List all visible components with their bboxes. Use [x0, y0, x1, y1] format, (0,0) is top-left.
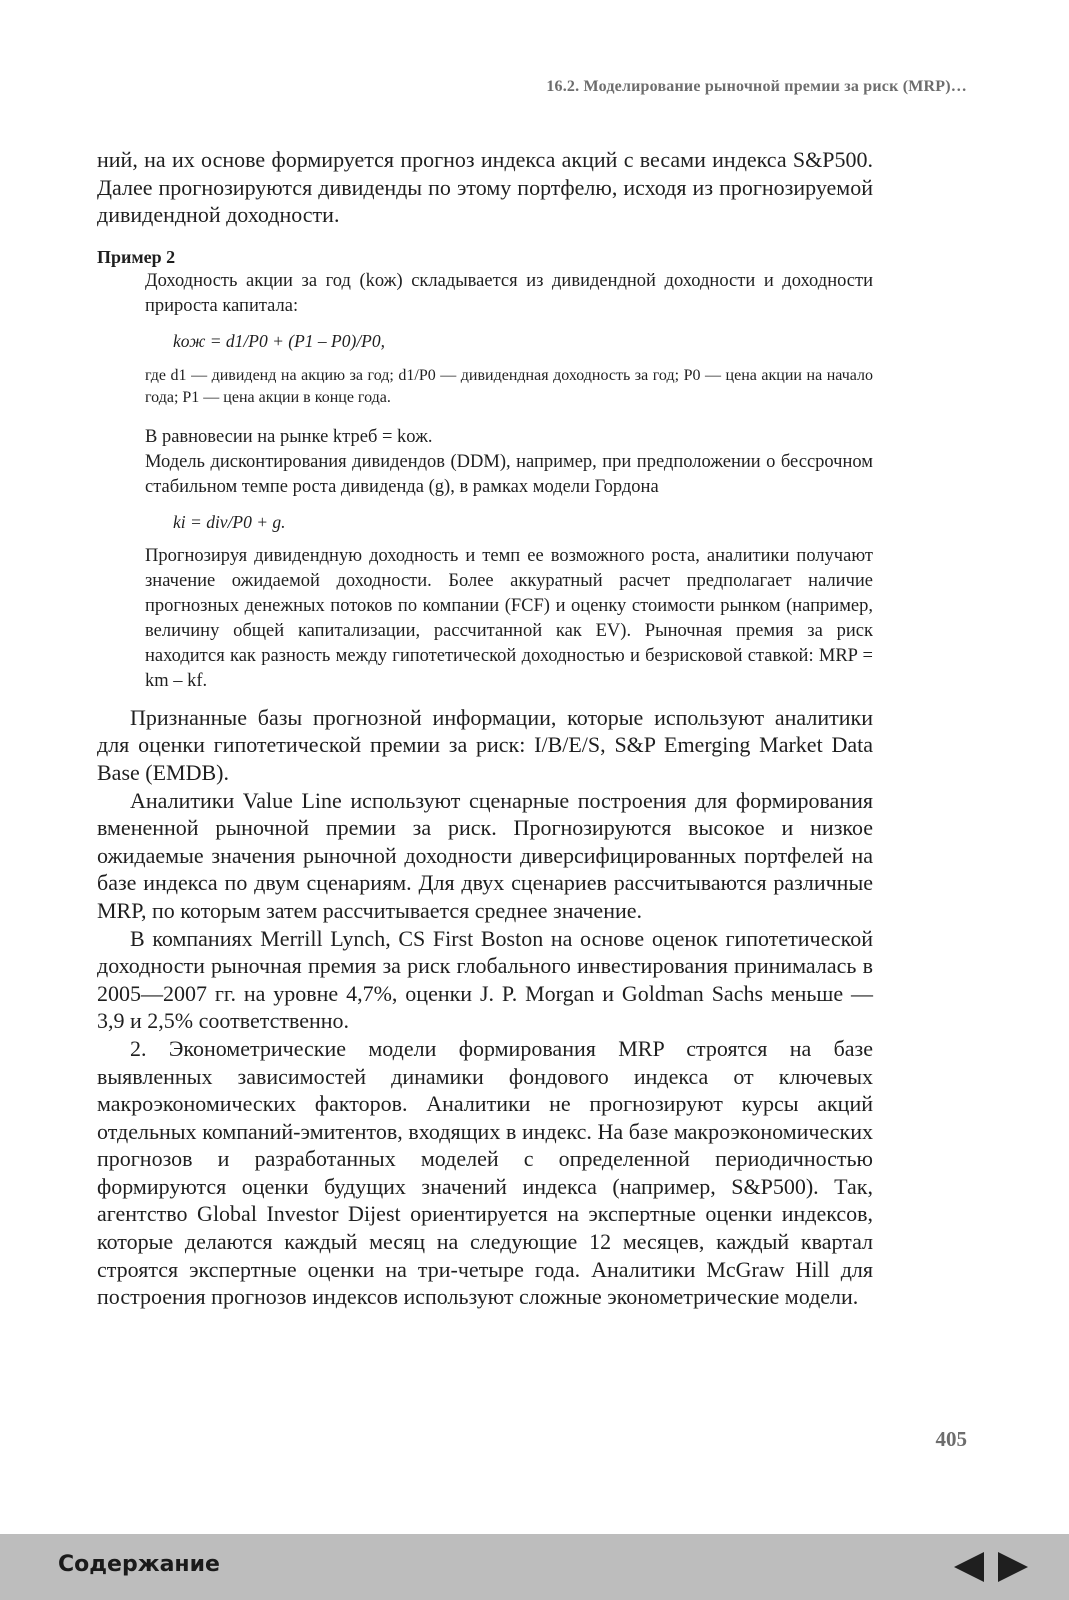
paragraph-continuation: ний, на их основе формируется прогноз индекса акций с весами индекса S&P500. Далее прогнозируются дивиденды по этому портфелю, исходя из прогнозируемой дивидендной доходности. [97, 147, 873, 228]
example-title: Пример 2 [97, 246, 176, 267]
paragraph-forecast-databases: Признанные базы прогнозной информации, которые используют аналитики для оценки гипотетической премии за риск: I/B/E/S, S&P Emerging Market Data Base (EMDB). [97, 704, 873, 785]
paragraph-econometric-models: 2. Эконометрические модели формирования MRP строятся на базе выявленных зависимостей динамики фондового индекса от ключевых макроэкономических факторов. Аналитики не прогнозируют курсы акций отдельных компаний-эмитентов, входящих в индекс. На базе макроэкономических прогнозов и разработанных моделей с определенной периодичностью формируются оценки будущих значений индекса (например, S&P500). Так, агентство Global Investor Dijest ориентируется на экспертные оценки индексов, которые делаются каждый месяц на следующие 12 месяцев, каждый квартал строятся экспертные оценки на три-четыре года. Аналитики McGraw Hill для построения прогнозов индексов используют сложные эконометрические модели. [97, 1035, 873, 1310]
navigation-footer [0, 1534, 1069, 1600]
next-page-icon[interactable] [998, 1552, 1028, 1582]
example-paragraph-1: Доходность акции за год (kож) складывается из дивидендной доходности и доходности прироста капитала: [145, 270, 873, 316]
example-block [145, 269, 873, 694]
formula-expected-return: kож = d1/P0 + (P1 – P0)/P0, [173, 330, 385, 351]
page-number: 405 [935, 1427, 967, 1451]
example-paragraph-3: Модель дисконтирования дивидендов (DDM), например, при предположении о бессрочном стабильном темпе роста дивиденда (g), в рамках модели Гордона [145, 451, 873, 497]
example-paragraph-2: В равновесии на рынке kтреб = kож. [145, 426, 433, 447]
example-paragraph-4: Прогнозируя дивидендную доходность и темп ее возможного роста, аналитики получают значение ожидаемой доходности. Более аккуратный расчет предполагает наличие прогнозных денежных потоков по компании (FCF) и оценку стоимости рынком (например, величину общей капитализации, рассчитанной как EV). Рыночная премия за риск находится как разность между гипотетической доходностью и безрисковой ставкой: MRP = km – kf. [145, 545, 873, 691]
previous-page-icon[interactable] [954, 1552, 984, 1582]
paragraph-value-line: Аналитики Value Line используют сценарные построения для формирования вмененной рыночной премии за риск. Прогнозируются высокое и низкое ожидаемые значения рыночной доходности диверсифицированных портфелей на базе индекса по двум сценариям. Для двух сценариев рассчитываются различные MRP, по которым затем рассчитывается среднее значение. [97, 787, 873, 923]
running-header: 16.2. Моделирование рыночной премии за риск (MRP)… [546, 78, 967, 95]
table-of-contents-link[interactable]: Содержание [58, 1552, 220, 1577]
formula-legend: где d1 — дивиденд на акцию за год; d1/P0 — дивидендная доходность за год; P0 — цена акции на начало года; P1 — цена акции в конце года. [145, 366, 873, 406]
page-content [97, 146, 873, 1311]
paragraph-investment-banks: В компаниях Merrill Lynch, CS First Boston на основе оценок гипотетической доходности рыночная премия за риск глобального инвестирования принималась в 2005—2007 гг. на уровне 4,7%, оценки J. P. Morgan и Goldman Sachs меньше — 3,9 и 2,5% соответственно. [97, 925, 873, 1034]
formula-gordon: ki = div/P0 + g. [173, 511, 286, 532]
